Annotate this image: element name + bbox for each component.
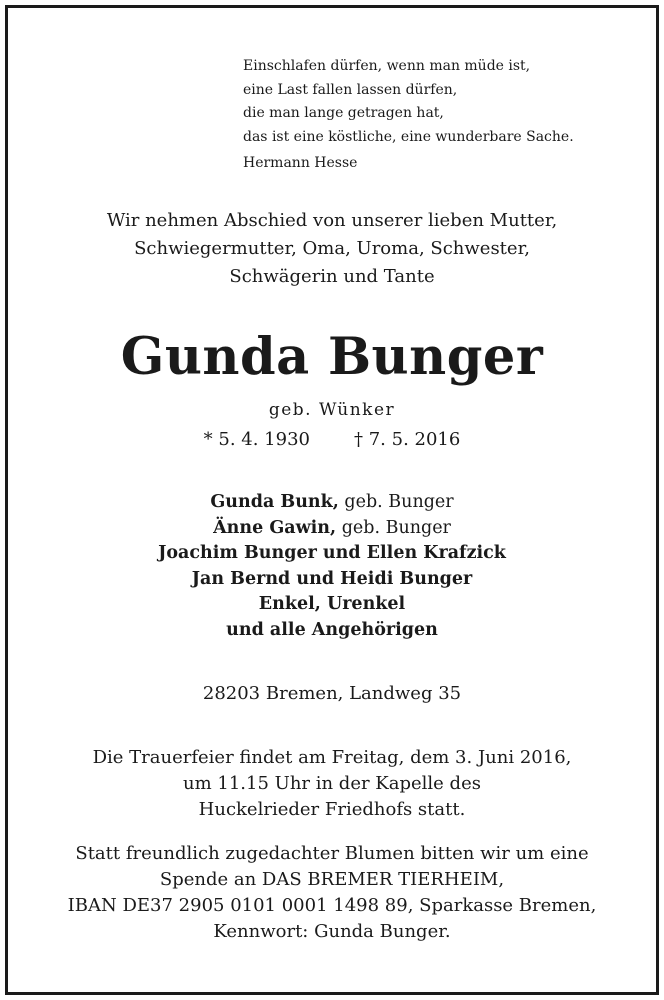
poem-line: Einschlafen dürfen, wenn man müde ist, [243,58,531,74]
maiden-name: geb. Wünker [268,400,396,420]
mourner-line [0,541,664,567]
death-date: † 7. 5. 2016 [354,429,461,450]
mourner-name: Jan Bernd und Heidi Bunger [191,568,473,589]
intro-line: Schwiegermutter, Oma, Uroma, Schwester, [134,238,530,259]
service-line: Huckelrieder Friedhofs statt. [198,799,466,820]
mourner-line [0,516,664,542]
deceased-name: Gunda Bunger [120,327,544,387]
mourner-note: geb. Bunger [338,492,454,512]
farewell-intro [0,207,664,291]
mourner-note: geb. Bunger [336,517,451,538]
donation-line: IBAN DE37 2905 0101 0001 1498 89, Sparkasse Bremen, [67,895,597,916]
poem-line: die man lange getragen hat, [243,105,444,121]
mourner-name: Joachim Bunger und Ellen Krafzick [158,543,506,563]
mourner-line [0,618,664,644]
service-line: Die Trauerfeier findet am Freitag, dem 3. Juni 2016, [92,747,572,768]
poem [243,55,574,176]
poem-author: Hermann Hesse [243,155,358,171]
life-dates [0,426,664,454]
donation-line: Kennwort: Gunda Bunger. [213,921,451,942]
birth-date: * 5. 4. 1930 [203,429,310,450]
intro-line: Schwägerin und Tante [229,266,435,287]
mourner-name: Gunda Bunk, [210,492,339,512]
donation-line: Statt freundlich zugedachter Blumen bitten wir um eine [75,843,589,864]
poem-line: eine Last fallen lassen dürfen, [243,81,458,98]
donation-request [0,841,664,945]
service-line: um 11.15 Uhr in der Kapelle des [183,773,481,794]
mourner-line [0,592,664,618]
mourner-name: und alle Angehörigen [226,619,438,640]
mourner-line [0,567,664,593]
mourner-name: Änne Gawin, [213,517,337,538]
mourners-list [0,490,664,643]
poem-line: das ist eine köstliche, eine wunderbare Sache. [243,128,574,145]
family-address: 28203 Bremen, Landweg 35 [202,683,462,704]
intro-line: Wir nehmen Abschied von unserer lieben Mutter, [106,210,558,231]
funeral-service-info [0,745,664,823]
donation-line: Spende an DAS BREMER TIERHEIM, [159,869,505,890]
mourner-line [0,490,664,516]
mourner-name: Enkel, Urenkel [258,594,406,614]
